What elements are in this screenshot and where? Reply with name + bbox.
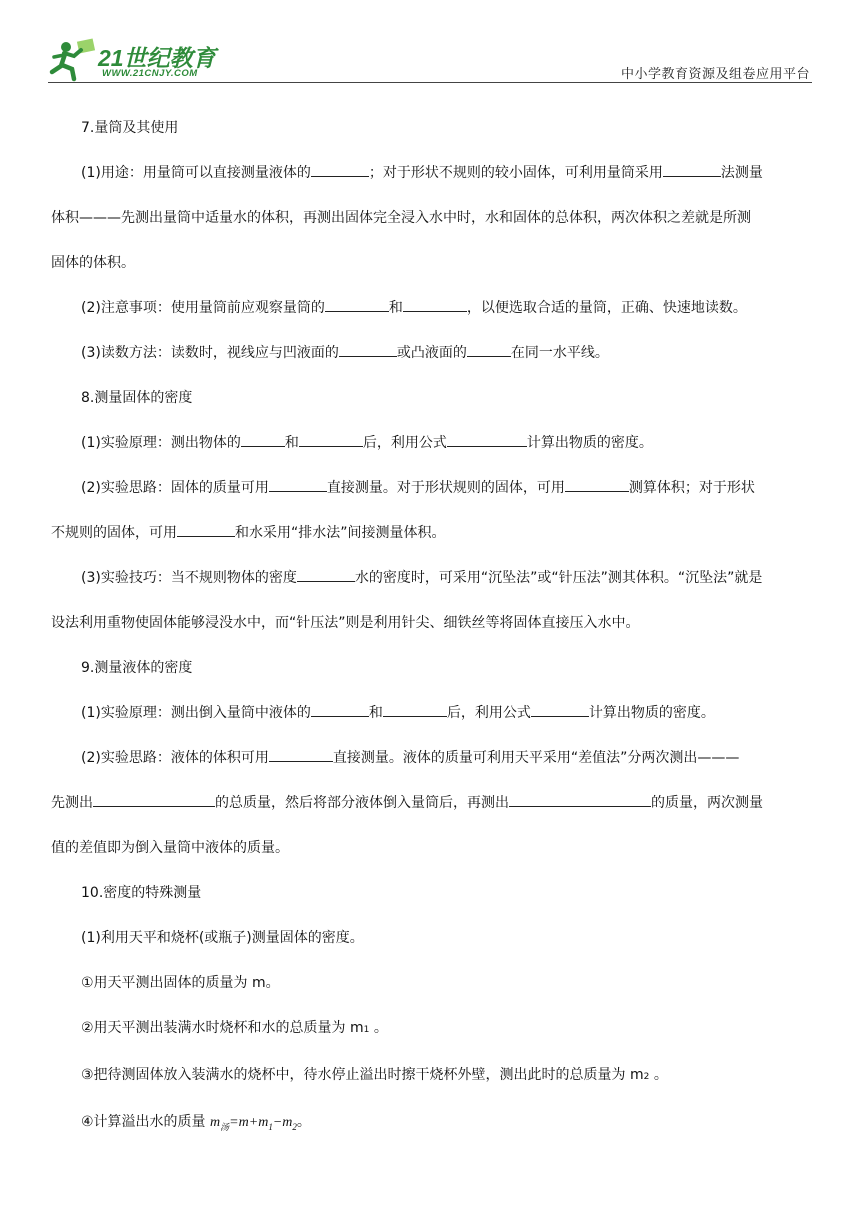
answer-blank[interactable] xyxy=(311,702,369,717)
platform-title: 中小学教育资源及组卷应用平台 xyxy=(620,67,810,82)
s10-step-2: ②用天平测出装满水时烧杯和水的总质量为 m1 。 xyxy=(81,1020,388,1036)
s10-paragraph-1: (1)利用天平和烧杯(或瓶子)测量固体的密度。 xyxy=(81,930,364,946)
section-9-title: 9.测量液体的密度 xyxy=(81,660,193,676)
header-divider xyxy=(48,82,812,83)
answer-blank[interactable] xyxy=(177,522,235,537)
section-8-title: 8.测量固体的密度 xyxy=(81,390,193,406)
s7-paragraph-1: (1)用途：用量筒可以直接测量液体的 ；对于形状不规则的较小固体，可利用量筒采用 法测量 xyxy=(51,162,809,184)
answer-blank[interactable] xyxy=(339,342,397,357)
answer-blank[interactable] xyxy=(297,567,355,582)
logo-url: WWW.21CNJY.COM xyxy=(102,68,198,79)
s8-paragraph-2: (2)实验思路：固体的质量可用 直接测量。对于形状规则的固体，可用 测算体积；对于形状 xyxy=(51,477,809,499)
answer-blank[interactable] xyxy=(509,792,651,807)
s10-step-1: ①用天平测出固体的质量为 m。 xyxy=(81,975,280,991)
s9-paragraph-2: (2)实验思路：液体的体积可用 直接测量。液体的质量可利用天平采用“差值法”分两次测出——— xyxy=(51,747,809,769)
section-10-title: 10.密度的特殊测量 xyxy=(81,885,202,901)
answer-blank[interactable] xyxy=(299,432,363,447)
s8-paragraph-2-cont: 不规则的固体，可用 和水采用“排水法”间接测量体积。 xyxy=(51,522,809,544)
answer-blank[interactable] xyxy=(663,162,721,177)
answer-blank[interactable] xyxy=(467,342,511,357)
answer-blank[interactable] xyxy=(403,297,467,312)
answer-blank[interactable] xyxy=(311,162,369,177)
s7-paragraph-3: (3)读数方法：读数时，视线应与凹液面的 或凸液面的 在同一水平线。 xyxy=(51,342,809,364)
s9-paragraph-2-end: 值的差值即为倒入量筒中液体的质量。 xyxy=(51,840,289,856)
runner-icon xyxy=(48,38,96,82)
logo-title: 21世纪教育 xyxy=(98,45,216,71)
page-header xyxy=(48,38,812,84)
answer-blank[interactable] xyxy=(241,432,285,447)
answer-blank[interactable] xyxy=(93,792,215,807)
answer-blank[interactable] xyxy=(383,702,447,717)
document-body xyxy=(51,112,809,1138)
logo xyxy=(48,38,218,82)
s8-paragraph-1: (1)实验原理：测出物体的 和 后，利用公式 计算出物质的密度。 xyxy=(51,432,809,454)
answer-blank[interactable] xyxy=(269,477,327,492)
answer-blank[interactable] xyxy=(269,747,333,762)
answer-blank[interactable] xyxy=(447,432,527,447)
answer-blank[interactable] xyxy=(565,477,629,492)
s7-paragraph-1-end: 固体的体积。 xyxy=(51,255,135,271)
s7-paragraph-2: (2)注意事项：使用量筒前应观察量筒的 和 ，以便选取合适的量筒，正确、快速地读数。 xyxy=(51,297,809,319)
formula: $m_汤=m+m_1-m_2$ xyxy=(210,1115,297,1132)
answer-blank[interactable] xyxy=(325,297,389,312)
s8-paragraph-3-cont: 设法利用重物使固体能够浸没水中，而“针压法”则是利用针尖、细铁丝等将固体直接压入水中。 xyxy=(51,615,640,631)
s9-paragraph-1: (1)实验原理：测出倒入量筒中液体的 和 后，利用公式 计算出物质的密度。 xyxy=(51,702,809,724)
s7-paragraph-1-cont: 体积———先测出量筒中适量水的体积，再测出固体完全浸入水中时，水和固体的总体积，两次体积之差就是所测 xyxy=(51,210,751,226)
s10-step-3: ③把待测固体放入装满水的烧杯中，待水停止溢出时擦干烧杯外壁，测出此时的总质量为 m2 。 xyxy=(81,1067,668,1083)
s9-paragraph-2-cont: 先测出 的总质量，然后将部分液体倒入量筒后，再测出 的质量，两次测量 xyxy=(51,792,809,814)
section-7-title: 7.量筒及其使用 xyxy=(81,120,179,136)
s10-step-4: ④计算溢出水的质量 $m_汤=m+m_1-m_2$。 xyxy=(81,1114,311,1132)
s8-paragraph-3: (3)实验技巧：当不规则物体的密度 水的密度时，可采用“沉坠法”或“针压法”测其体积。“沉坠法”就是 xyxy=(51,567,809,589)
answer-blank[interactable] xyxy=(531,702,589,717)
